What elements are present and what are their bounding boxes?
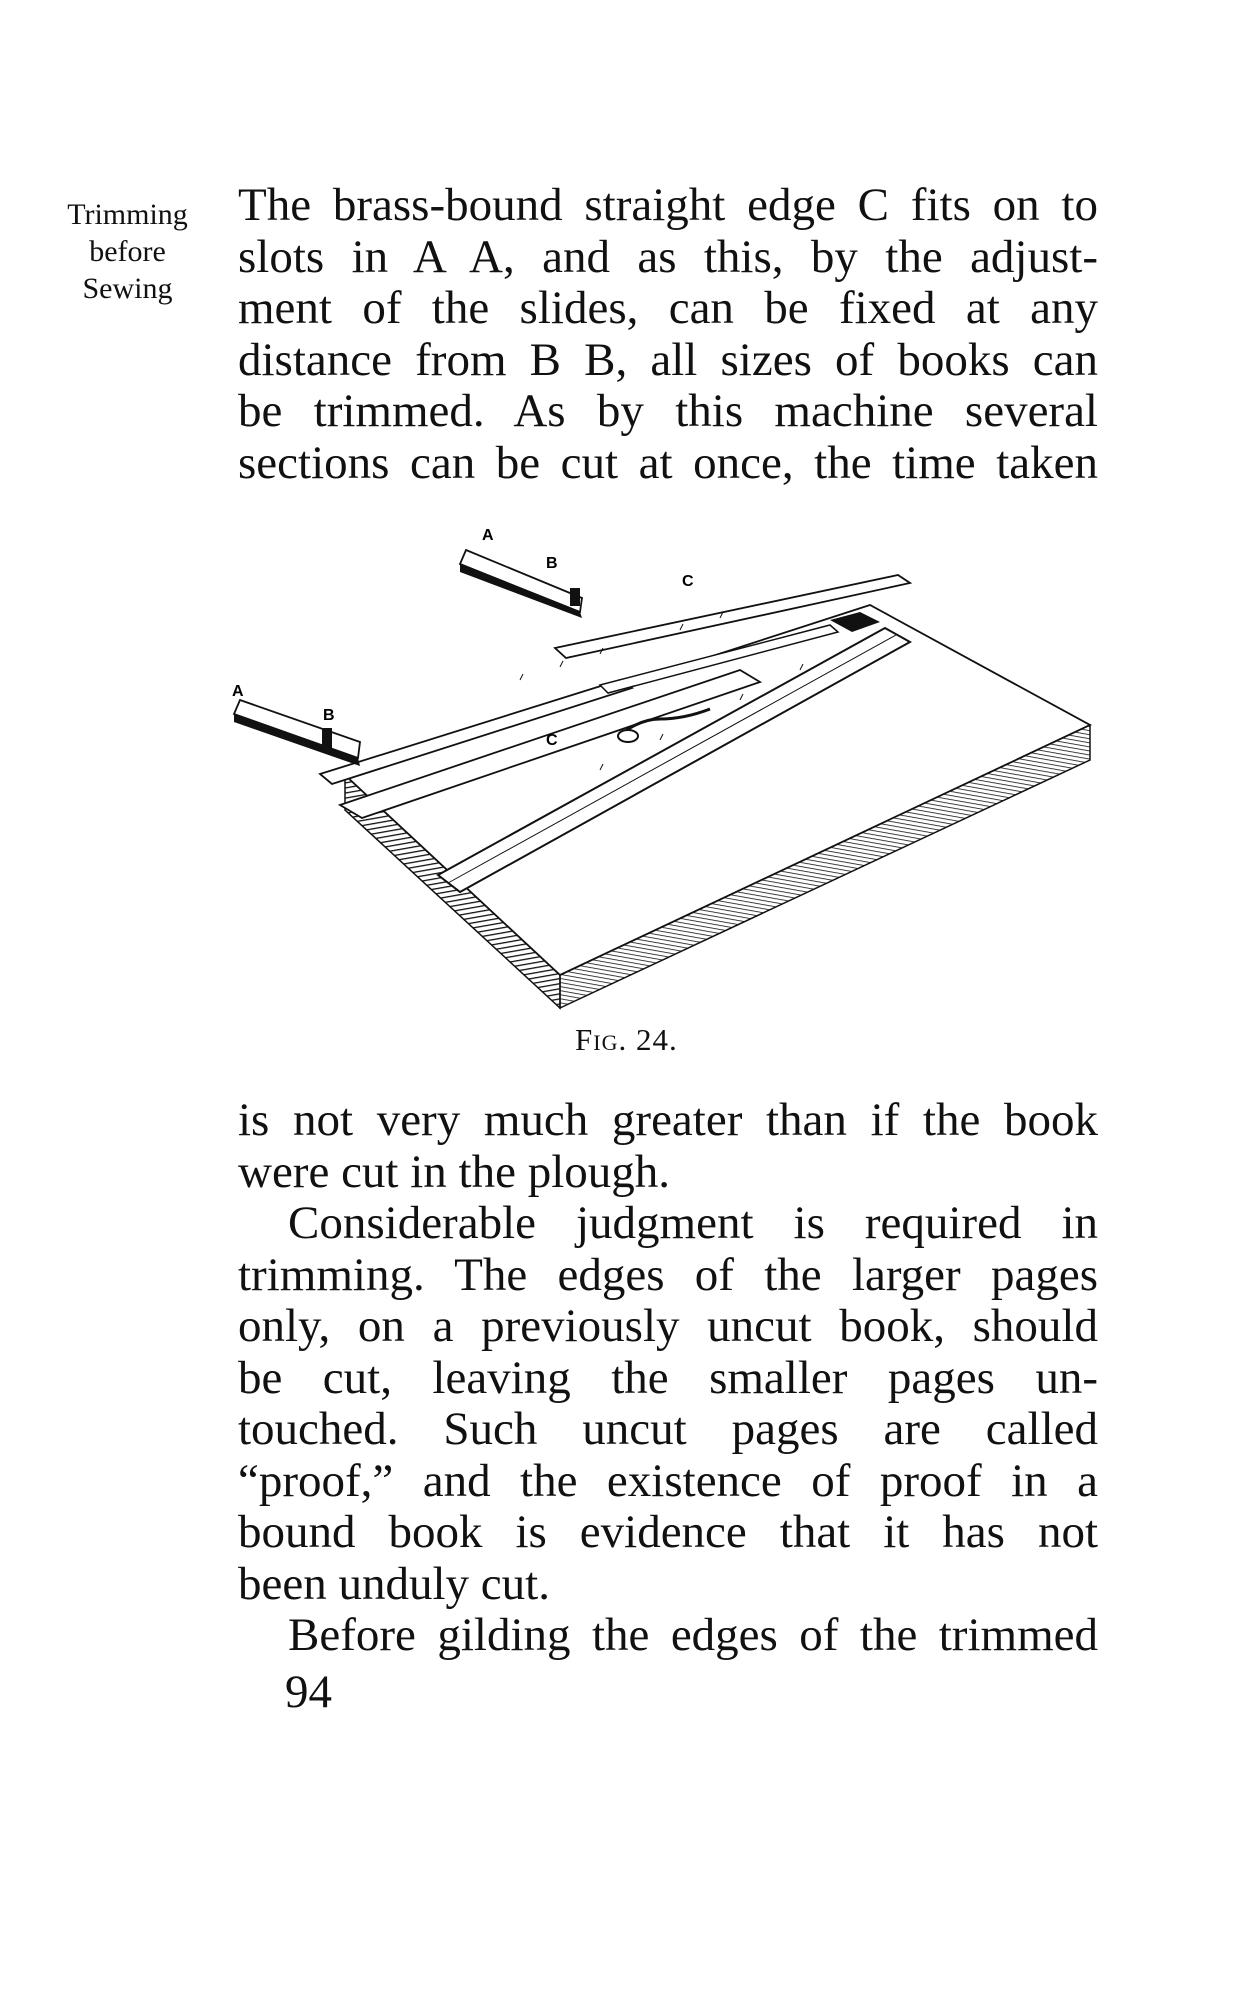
- text-line: sections can be cut at once, the time taken: [238, 436, 1098, 489]
- text-line: ment of the slides, can be fixed at any: [238, 282, 1098, 334]
- margin-note-line-2: before: [89, 235, 166, 268]
- figure-label-c-right: C: [682, 573, 694, 590]
- figure-label-b-left: B: [323, 707, 335, 724]
- trimming-machine-illustration: [220, 520, 1100, 1020]
- trimming-machine-drawing: [220, 520, 1100, 1020]
- figure-label-c-center: C: [546, 732, 558, 749]
- figure-label-a-top: A: [482, 527, 494, 544]
- margin-note: [40, 196, 215, 307]
- figure-label-a-left: A: [232, 683, 244, 700]
- page-number: 94: [285, 1666, 332, 1718]
- text-line: be cut, leaving the smaller pages un-: [238, 1351, 1098, 1404]
- text-line: been unduly cut.: [238, 1557, 550, 1610]
- paragraph-bottom: [238, 1095, 1098, 1662]
- text-line: is not very much greater than if the book: [238, 1094, 1098, 1146]
- text-line: only, on a previously uncut book, should: [238, 1300, 1098, 1352]
- text-line: were cut in the plough.: [238, 1145, 671, 1198]
- text-line: Considerable judgment is required in: [288, 1197, 1098, 1249]
- text-line: slots in A A, and as this, by the adjust-: [238, 230, 1098, 283]
- text-line: The brass-bound straight edge C fits on to: [238, 179, 1098, 231]
- text-line: distance from B B, all sizes of books can: [238, 333, 1098, 386]
- text-line: be trimmed. As by this machine several: [238, 385, 1098, 437]
- text-line: trimming. The edges of the larger pages: [238, 1248, 1098, 1301]
- figure-caption-text: Fig. 24.: [575, 1022, 678, 1057]
- text-line: “proof,” and the existence of proof in a: [238, 1454, 1098, 1507]
- text-line: bound book is evidence that it has not: [238, 1506, 1098, 1558]
- margin-note-line-3: Sewing: [82, 272, 173, 305]
- figure-caption: [575, 1022, 775, 1058]
- paragraph-top: [238, 180, 1098, 489]
- margin-note-line-1: Trimming: [67, 198, 188, 231]
- text-line: Before gilding the edges of the trimmed: [288, 1609, 1098, 1661]
- figure-label-b-top: B: [546, 555, 558, 572]
- text-line: touched. Such uncut pages are called: [238, 1403, 1098, 1455]
